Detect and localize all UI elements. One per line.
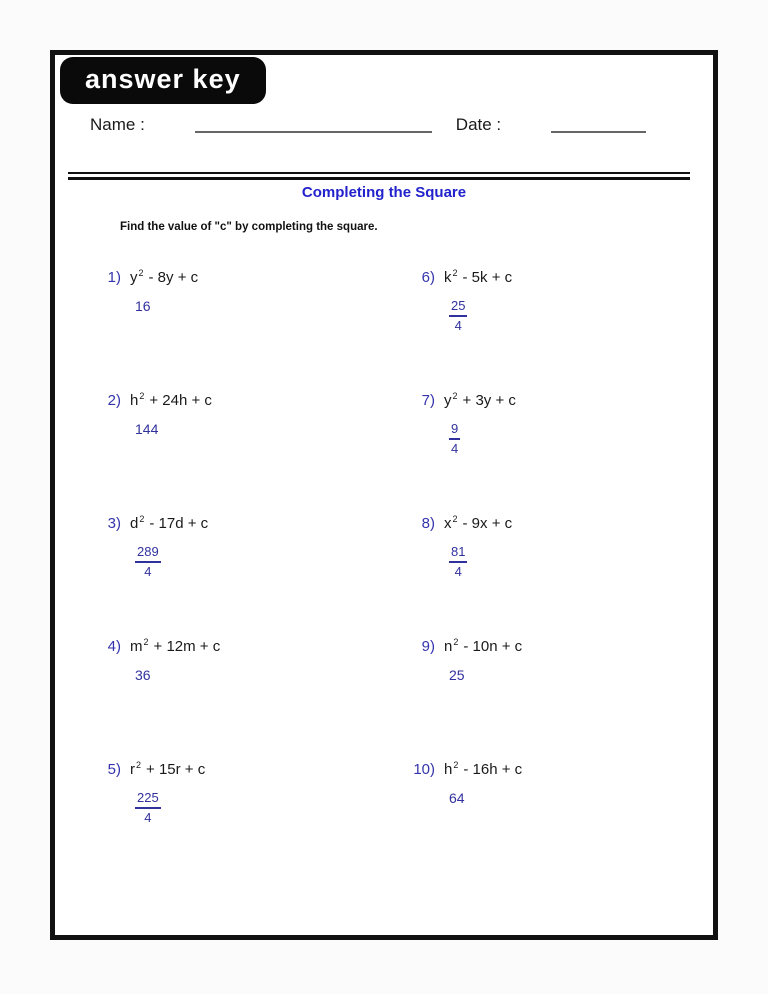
fraction-denominator: 4 <box>454 564 462 580</box>
problem-item <box>407 760 522 883</box>
answer-fraction <box>449 544 522 581</box>
problem-item <box>93 268 220 391</box>
problem-item <box>407 514 522 637</box>
problem-number: 4) <box>107 638 121 655</box>
problem-expression: $y^2 + 3y + c$ <box>444 391 516 409</box>
page-title: Completing the Square <box>301 184 467 201</box>
date-blank-line <box>551 131 646 133</box>
problem-expression: $k^2 - 5k + c$ <box>444 268 513 286</box>
problem-expression: $h^2 - 16h + c$ <box>444 760 523 778</box>
answer-fraction <box>449 298 522 335</box>
fraction <box>135 790 161 827</box>
fraction <box>135 544 161 581</box>
instruction-text: Find the value of "c" by completing the square. <box>120 221 378 233</box>
problem-item <box>407 391 522 514</box>
fraction <box>449 298 467 335</box>
header-divider <box>68 172 690 180</box>
fraction <box>449 421 460 458</box>
problem-number: 1) <box>107 269 121 286</box>
problems-column-left <box>93 268 220 883</box>
problem-number: 5) <box>107 761 121 778</box>
fraction-numerator: 25 <box>449 298 467 317</box>
fraction-numerator: 289 <box>135 544 161 563</box>
problem-number: 8) <box>421 515 435 532</box>
problem-item <box>407 637 522 760</box>
problems-column-right <box>407 268 522 883</box>
problem-expression: $x^2 - 9x + c$ <box>444 514 513 532</box>
problem-number: 2) <box>107 392 121 409</box>
problem-item <box>93 514 220 637</box>
fraction <box>449 544 467 581</box>
answer-value: 144 <box>135 421 159 437</box>
answer-fraction <box>135 544 220 581</box>
problem-expression: $h^2 + 24h + c$ <box>130 391 212 409</box>
fraction-denominator: 4 <box>144 564 152 580</box>
answer-value: 16 <box>135 298 151 314</box>
answer-fraction <box>135 790 220 827</box>
problem-item <box>93 760 220 883</box>
answer-value: 64 <box>449 790 465 806</box>
fraction-denominator: 4 <box>451 441 459 457</box>
date-label: Date : <box>455 115 502 134</box>
name-blank-line <box>195 131 432 133</box>
answer-key-badge: answer key <box>60 57 266 104</box>
problem-expression: $y^2 - 8y + c$ <box>130 268 199 286</box>
fraction-denominator: 4 <box>454 318 462 334</box>
problem-number: 10) <box>413 761 435 778</box>
fraction-numerator: 225 <box>135 790 161 809</box>
worksheet-page <box>50 50 718 940</box>
problem-expression: $m^2 + 12m + c$ <box>130 637 221 655</box>
name-date-row <box>90 115 703 135</box>
problem-item <box>93 391 220 514</box>
fraction-denominator: 4 <box>144 810 152 826</box>
problem-number: 6) <box>421 269 435 286</box>
fraction-numerator: 81 <box>449 544 467 563</box>
problem-item <box>93 637 220 760</box>
problem-expression: $n^2 - 10n + c$ <box>444 637 523 655</box>
answer-fraction <box>449 421 522 458</box>
fraction-numerator: 9 <box>449 421 460 440</box>
answer-value: 36 <box>135 667 151 683</box>
problem-number: 3) <box>107 515 121 532</box>
problem-number: 7) <box>421 392 435 409</box>
problem-expression: $r^2 + 15r + c$ <box>130 760 206 778</box>
problem-item <box>407 268 522 391</box>
name-label: Name : <box>90 115 145 134</box>
answer-value: 25 <box>449 667 465 683</box>
problem-expression: $d^2 - 17d + c$ <box>130 514 209 532</box>
problem-number: 9) <box>421 638 435 655</box>
